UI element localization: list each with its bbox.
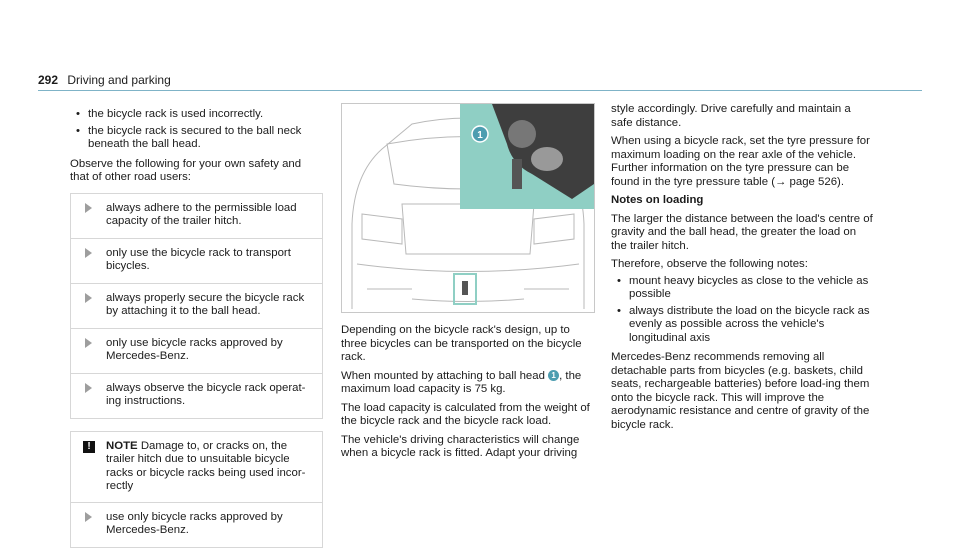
page-header — [38, 73, 171, 87]
step-text: only use the bicycle rack to transport bicycles. — [106, 246, 291, 272]
left-column — [70, 108, 323, 548]
exclamation-icon: ! — [83, 441, 95, 453]
list-item: • mount heavy bicycles as close to the vehicle as possible — [611, 275, 873, 302]
arrow-icon — [85, 338, 92, 348]
note-text: Damage to, or cracks on, the trailer hitch due to unsuitable bicycle racks or bicycle racks being used incor-rectly — [106, 439, 306, 492]
paragraph — [341, 370, 593, 397]
paragraph: The load capacity is calculated from the weight of the bicycle rack and the bicycle rack load. — [341, 401, 590, 427]
list-item: • the bicycle rack is secured to the ball neck beneath the ball head. — [70, 125, 323, 152]
arrow-icon — [85, 383, 92, 393]
paragraph: style accordingly. Drive carefully and maintain a safe distance. — [611, 103, 851, 129]
list-item: • always distribute the load on the bicycle rack as evenly as possible across the vehicle's longitudinal axis — [611, 305, 873, 346]
paragraph: The vehicle's driving characteristics will change when a bicycle rack is fitted. Adapt your driving — [341, 433, 580, 459]
right-column — [611, 103, 873, 437]
step-text: always properly secure the bicycle rack by attaching it to the ball head. — [106, 291, 305, 317]
note-box — [70, 431, 323, 548]
middle-column — [341, 324, 593, 466]
step-item — [71, 283, 322, 328]
step-item — [71, 328, 322, 373]
arrow-icon — [85, 512, 92, 522]
step-item — [71, 373, 322, 418]
paragraph: When using a bicycle rack, set the tyre pressure for maximum loading on the rear axle of the vehicle. Further information on the tyre pressure can be found in the tyre pressure table (→ page 526). — [611, 135, 870, 188]
paragraph: Observe the following for your own safety and that of other road users: — [70, 157, 302, 183]
vehicle-rear-illustration — [342, 104, 594, 312]
step-item — [71, 502, 322, 547]
header-divider — [38, 90, 922, 91]
text: When mounted by attaching to ball head — [341, 369, 549, 382]
callout-1-label: 1 — [477, 130, 483, 141]
paragraph: Therefore, observe the following notes: — [611, 258, 808, 270]
warning-steps — [70, 193, 323, 419]
note-body — [71, 432, 322, 502]
list-item: • the bicycle rack is used incorrectly. — [70, 108, 323, 122]
section-title: Driving and parking — [67, 73, 171, 87]
step-item — [71, 193, 322, 238]
note-label: NOTE — [106, 439, 138, 452]
step-text: always adhere to the permissible load capacity of the trailer hitch. — [106, 201, 297, 227]
arrow-icon — [85, 248, 92, 258]
section-heading: Notes on loading — [611, 194, 704, 206]
step-text: always observe the bicycle rack operat-ing instructions. — [106, 381, 306, 407]
step-item — [71, 238, 322, 283]
paragraph: The larger the distance between the load's centre of gravity and the ball head, the greater the load on the trailer hitch. — [611, 212, 873, 252]
hitch-ball-icon — [462, 281, 468, 295]
arrow-icon — [85, 203, 92, 213]
step-text: use only bicycle racks approved by Mercedes-Benz. — [106, 510, 283, 536]
paragraph: Mercedes-Benz recommends removing all detachable parts from bicycles (e.g. baskets, child seats, rechargeable batteries) before load-ing them onto the bicycle rack. This will improve the aerodynamic resistance and centre of gravity of the bicycle rack. — [611, 351, 870, 431]
text: , the maximum load capacity is 75 kg. — [341, 369, 582, 395]
callout-1-icon: 1 — [548, 370, 559, 381]
tow-bar-figure — [341, 103, 595, 313]
page-number: 292 — [38, 73, 59, 87]
step-text: only use bicycle racks approved by Mercedes-Benz. — [106, 336, 283, 362]
arrow-icon — [85, 293, 92, 303]
paragraph: Depending on the bicycle rack's design, up to three bicycles can be transported on the bicycle rack. — [341, 324, 582, 363]
